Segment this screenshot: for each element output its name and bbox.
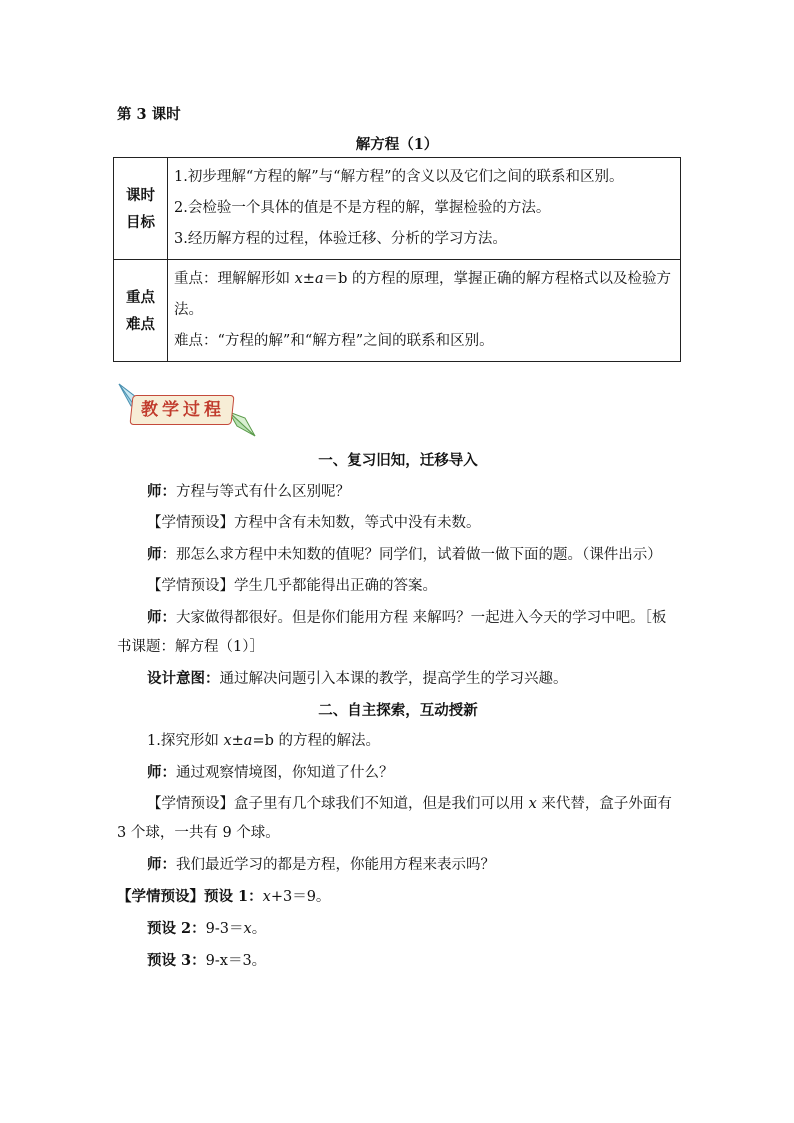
lesson-number: 第 3 课时	[117, 106, 181, 123]
paragraph-7	[117, 727, 679, 756]
speaker: 师：	[147, 483, 176, 500]
speaker: 师：	[147, 609, 176, 626]
section-1-title: 一、复习旧知，迁移导入	[318, 452, 478, 469]
text-pre: 盒子里有几个球我们不知道，但是我们可以用	[234, 796, 529, 812]
goal-item-3: 3.经历解方程的过程，体验迁移、分析的学习方法。	[174, 231, 507, 247]
goals-head-line1: 课时	[126, 186, 155, 204]
key-text-post: ＝b 的方程的原理，掌握正确的解方程格式以及检验方法。	[174, 271, 671, 318]
text-pre: 9-3＝	[205, 921, 244, 937]
text: ：那怎么求方程中未知数的值呢？同学们，试着做一做下面的题。（课件出示）	[161, 547, 662, 563]
text-post: 。	[251, 921, 267, 937]
speaker: 师：	[147, 856, 176, 873]
goals-head-line2: 目标	[126, 213, 155, 231]
paragraph-11	[117, 882, 679, 912]
keypoints-header-cell	[114, 260, 168, 362]
paragraph-2	[117, 509, 679, 538]
key-var-x: x	[294, 271, 303, 287]
goals-row	[114, 158, 681, 260]
text: 大家做得都很好。但是你们能用方程 来解吗？一起进入今天的学习中吧。［板书课题：解方程（1）］	[117, 610, 667, 655]
lesson-title: 解方程（1）	[355, 136, 439, 153]
section-2-title: 二、自主探索，互动授新	[318, 702, 478, 719]
banner-text: 教学过程	[141, 400, 225, 420]
key-pm: ±	[302, 271, 315, 287]
paragraph-4	[117, 572, 679, 601]
tag: 【学情预设】	[147, 796, 234, 812]
goal-item-1: 1.初步理解“方程的解”与“解方程”的含义以及它们之间的联系和区别。	[174, 169, 624, 185]
text: 方程中含有未知数，等式中没有未数。	[234, 515, 481, 531]
paragraph-3	[117, 540, 679, 570]
text: 方程与等式有什么区别呢？	[176, 484, 350, 500]
text: 学生几乎都能得出正确的答案。	[234, 578, 437, 594]
speaker: 师：	[147, 764, 176, 781]
goals-body-cell	[168, 158, 681, 260]
var-x: x	[528, 796, 537, 812]
lesson-goals-table	[113, 157, 681, 362]
key-text-pre: 理解解形如	[217, 271, 295, 287]
keypoints-head-line2: 难点	[126, 315, 155, 333]
tag: 【学情预设】	[147, 578, 234, 594]
paragraph-5	[117, 603, 679, 662]
text: 通过观察情境图，你知道了什么？	[176, 765, 394, 781]
text: 我们最近学习的都是方程，你能用方程来表示吗？	[176, 857, 495, 873]
keypoints-head-line1: 重点	[126, 288, 155, 306]
text-pre: 1.探究形如	[147, 733, 224, 749]
var-x: x	[262, 889, 271, 905]
key-point	[174, 264, 674, 326]
text-post: =b 的方程的解法。	[252, 733, 380, 749]
paragraph-9	[117, 790, 679, 848]
paragraph-12	[117, 914, 679, 944]
text: 通过解决问题引入本课的教学，提高学生的学习兴趣。	[219, 671, 568, 687]
paragraph-8	[117, 758, 679, 788]
paragraph-1	[117, 477, 679, 507]
preset-label: 预设 2：	[147, 920, 206, 937]
goal-item-2: 2.会检验一个具体的值是不是方程的解，掌握检验的方法。	[174, 200, 551, 216]
text: 9-x＝3。	[205, 953, 267, 969]
preset-label: 【学情预设】预设 1：	[117, 888, 263, 905]
speaker: 师	[147, 546, 162, 563]
text: +3＝9。	[270, 889, 331, 905]
lesson-content	[117, 446, 679, 976]
var-a: a	[243, 733, 253, 749]
text-post: 来代替，盒子外面有 3 个球，一共有 9 个球。	[117, 796, 672, 841]
paragraph-6	[117, 664, 679, 694]
tag: 【学情预设】	[147, 515, 234, 531]
paragraph-13	[117, 946, 679, 976]
var-x: x	[223, 733, 232, 749]
keypoints-body-cell	[168, 260, 681, 362]
goals-header-cell	[114, 158, 168, 260]
key-label: 重点：	[174, 271, 218, 287]
key-var-a: a	[314, 271, 324, 287]
design-intent-label: 设计意图：	[147, 670, 220, 687]
keypoints-row	[114, 260, 681, 362]
preset-label: 预设 3：	[147, 952, 206, 969]
pm: ±	[231, 733, 244, 749]
difficulty-point: 难点：“方程的解”和“解方程”之间的联系和区别。	[174, 333, 494, 349]
paragraph-10	[117, 850, 679, 880]
teaching-process-banner	[117, 382, 257, 438]
var-x: x	[243, 921, 252, 937]
